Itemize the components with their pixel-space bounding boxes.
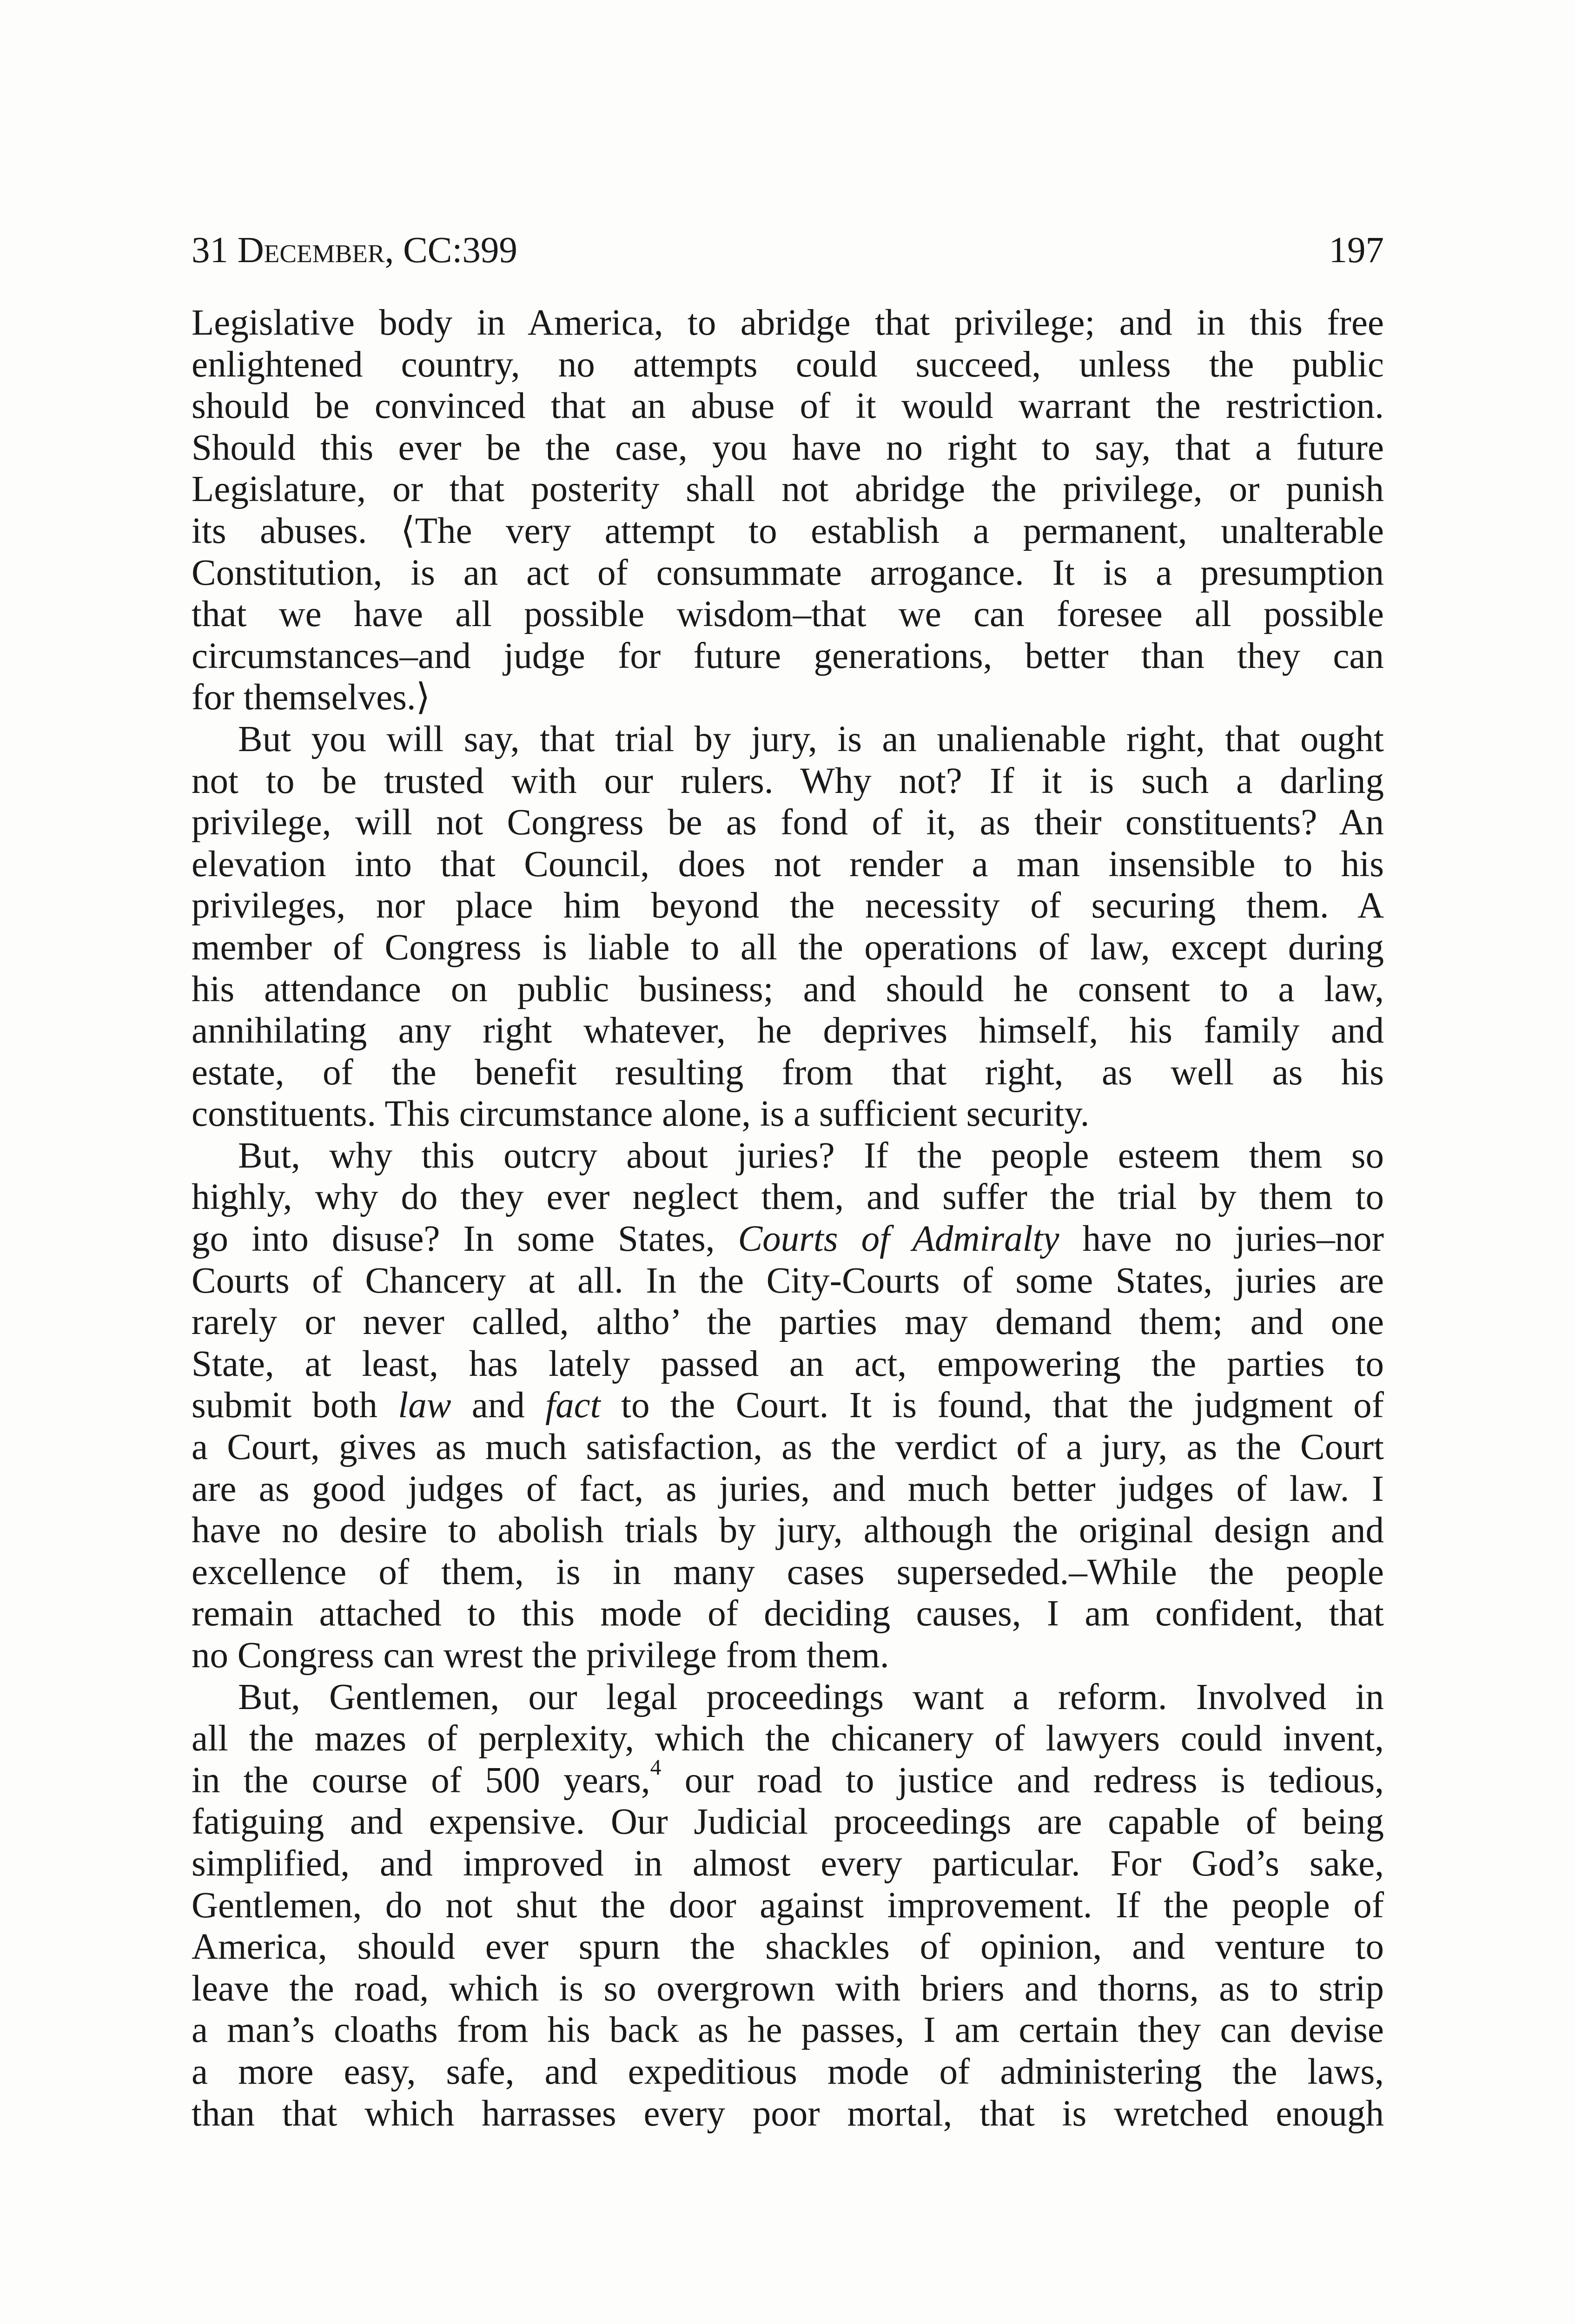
paragraph (192, 302, 1384, 719)
paragraph (192, 1677, 1384, 2135)
text-line: all the mazes of perplexity, which the chicanery of lawyers could invent, (192, 1718, 1384, 1759)
text-line: But, why this outcry about juries? If the people esteem them so (238, 1135, 1384, 1176)
italic-text: law (398, 1385, 451, 1426)
text-line: than that which harrasses every poor mortal, that is wretched enough (192, 2093, 1384, 2134)
text-line: Courts of Chancery at all. In the City-Courts of some States, juries are (192, 1260, 1384, 1301)
text-line (192, 1385, 1384, 1426)
running-head (192, 225, 517, 276)
text-line: But you will say, that trial by jury, is an unalienable right, that ought (238, 719, 1384, 759)
text-line: Legislature, or that posterity shall not abridge the privilege, or punish (192, 469, 1384, 510)
paragraph (192, 1135, 1384, 1677)
text-line: a Court, gives as much satisfaction, as the verdict of a jury, as the Court (192, 1427, 1384, 1468)
text-segment: to the Court. It is found, that the judgment of (600, 1385, 1384, 1426)
text-line: rarely or never called, altho’ the parties may demand them; and one (192, 1302, 1384, 1343)
text-line: fatiguing and expensive. Our Judicial proceedings are capable of being (192, 1802, 1384, 1842)
italic-text: Courts of Admiralty (738, 1219, 1059, 1260)
page-number: 197 (1329, 230, 1384, 271)
text-line: circumstances–and judge for future generations, better than they can (192, 635, 1384, 676)
body-text (192, 302, 1384, 2134)
text-line: excellence of them, is in many cases superseded.–While the people (192, 1552, 1384, 1592)
text-line: Legislative body in America, to abridge that privilege; and in this free (192, 303, 1384, 343)
text-line: for themselves.⟩ (192, 677, 430, 718)
text-line: should be convinced that an abuse of it would warrant the restriction. (192, 386, 1384, 427)
running-head-date-number: 31 (192, 230, 238, 271)
text-line: its abuses. ⟨The very attempt to establish a permanent, unalterable (192, 510, 1384, 551)
text-segment: have no juries–nor (1059, 1219, 1384, 1260)
text-line: Constitution, is an act of consummate arrogance. It is a presumption (192, 552, 1384, 593)
text-line: annihilating any right whatever, he deprives himself, his family and (192, 1010, 1384, 1051)
text-line: that we have all possible wisdom–that we can foresee all possible (192, 594, 1384, 635)
text-line: America, should ever spurn the shackles of opinion, and venture to (192, 1927, 1384, 1967)
text-line: a more easy, safe, and expeditious mode of administering the laws, (192, 2051, 1384, 2092)
text-line: leave the road, which is so overgrown with briers and thorns, as to strip (192, 1968, 1384, 2009)
text-line: State, at least, has lately passed an act, empowering the parties to (192, 1343, 1384, 1384)
text-line: Gentlemen, do not shut the door against improvement. If the people of (192, 1885, 1384, 1926)
text-line: no Congress can wrest the privilege from them. (192, 1635, 889, 1676)
paragraph (192, 719, 1384, 1135)
text-line: not to be trusted with our rulers. Why not? If it is such a darling (192, 760, 1384, 801)
text-line: privilege, will not Congress be as fond of it, as their constituents? An (192, 802, 1384, 843)
text-line: Should this ever be the case, you have no right to say, that a future (192, 427, 1384, 468)
text-line: member of Congress is liable to all the operations of law, except during (192, 927, 1384, 968)
text-line (192, 1218, 1384, 1260)
text-line: enlightened country, no attempts could succeed, unless the public (192, 344, 1384, 385)
text-line: have no desire to abolish trials by jury, although the original design and (192, 1510, 1384, 1551)
running-head-document-number: , CC:399 (384, 230, 517, 271)
text-line: his attendance on public business; and should he consent to a law, (192, 969, 1384, 1010)
text-segment: submit both (192, 1385, 398, 1426)
text-line: are as good judges of fact, as juries, and much better judges of law. I (192, 1468, 1384, 1509)
text-line: highly, why do they ever neglect them, and suffer the trial by them to (192, 1177, 1384, 1218)
text-line: constituents. This circumstance alone, is a sufficient security. (192, 1094, 1090, 1135)
text-line: But, Gentlemen, our legal proceedings want a reform. Involved in (238, 1677, 1384, 1717)
text-segment: go into disuse? In some States, (192, 1219, 738, 1260)
text-line: remain attached to this mode of deciding causes, I am confident, that (192, 1593, 1384, 1634)
text-line: simplified, and improved in almost every particular. For God’s sake, (192, 1843, 1384, 1884)
text-segment: in the course of 500 years, (192, 1760, 650, 1801)
text-line (192, 1755, 1384, 1802)
text-segment: and (451, 1385, 546, 1426)
running-head-month: December (237, 230, 385, 271)
text-line: privileges, nor place him beyond the necessity of securing them. A (192, 885, 1384, 926)
page-header (192, 225, 1384, 276)
text-line: estate, of the benefit resulting from that right, as well as his (192, 1052, 1384, 1093)
footnote-reference: 4 (650, 1755, 662, 1780)
text-line: elevation into that Council, does not render a man insensible to his (192, 844, 1384, 885)
italic-text: fact (545, 1385, 601, 1426)
text-line: a man’s cloaths from his back as he passes, I am certain they can devise (192, 2010, 1384, 2051)
text-segment: our road to justice and redress is tedious, (661, 1760, 1384, 1801)
